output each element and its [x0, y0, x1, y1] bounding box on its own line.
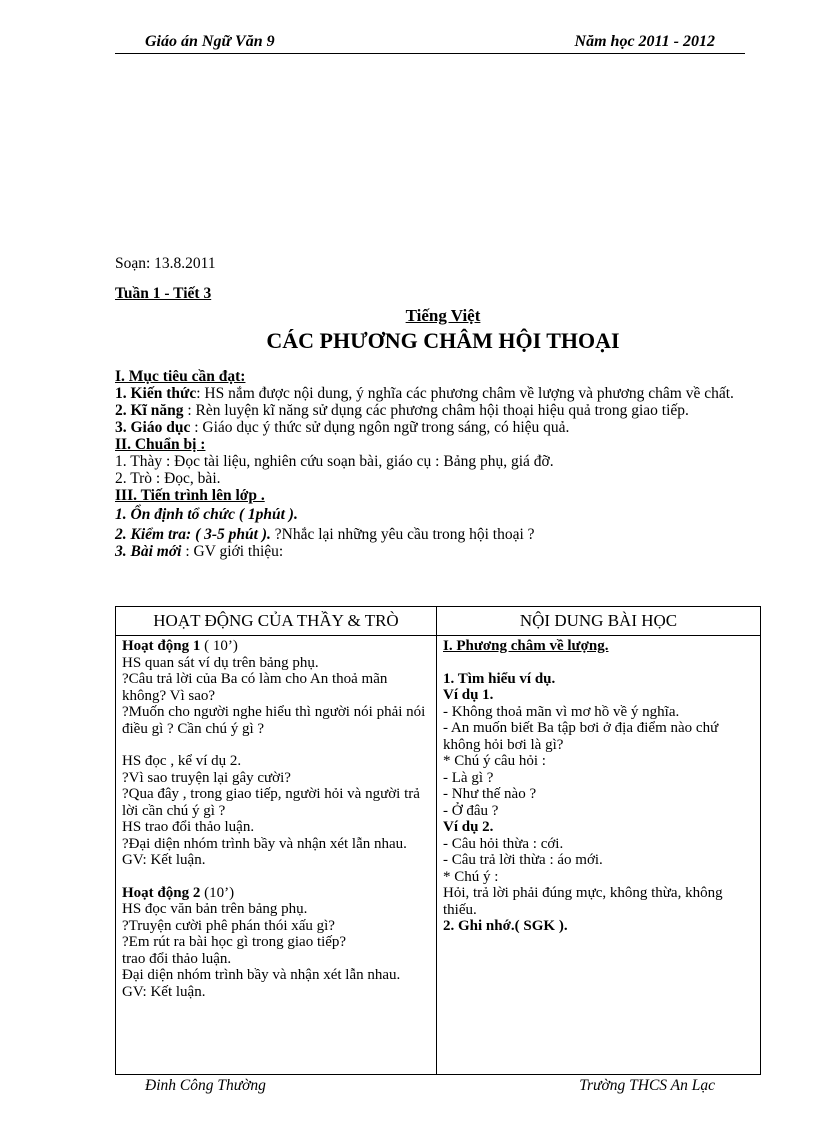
date-line: Soạn: 13.8.2011 — [115, 255, 216, 272]
step-2: 2. Kiểm tra: ( 3-5 phút ). ?Nhắc lại những yêu cầu trong hội thoại ? — [115, 526, 535, 543]
student-prep: 2. Trò : Đọc, bài. — [115, 470, 221, 487]
subject-title: Tiếng Việt — [405, 306, 481, 325]
week-line: Tuần 1 - Tiết 3 — [115, 285, 212, 302]
lesson-table — [115, 606, 761, 1075]
header-right: Năm học 2011 - 2012 — [574, 33, 715, 50]
footer-school: Trường THCS An Lạc — [579, 1077, 715, 1094]
section-heading: III. Tiến trình lên lớp . — [115, 487, 265, 504]
table-header-content: NỘI DUNG BÀI HỌC — [437, 607, 761, 636]
content-cell: I. Phương châm về lượng. 1. Tìm hiểu ví dụ. Ví dụ 1. - Không thoả mãn vì mơ hồ về ý nghĩa. - An muốn biết Ba tập bơi ở địa điểm nào chứ không hỏi bơi là gì? * Chú ý câu hỏi : - Là gì ? - Như thế nào ? - Ở đâu ? Ví dụ 2. - Câu hỏi thừa : cới. - Câu trả lời thừa : áo mới. * Chú ý : Hỏi, trả lời phải đúng mực, không thừa, không thiếu. 2. Ghi nhớ.( SGK ). — [437, 636, 761, 1075]
section-objectives — [115, 368, 775, 560]
activities-cell: Hoạt động 1 ( 10’) HS quan sát ví dụ trên bảng phụ. ?Câu trả lời của Ba có làm cho An thoả mãn không? Vì sao? ?Muốn cho người nghe hiểu thì người nói phải nói điều gì ? Cần chú ý gì ? HS đọc , kể ví dụ 2. ?Vì sao truyện lại gây cười? ?Qua đây , trong giao tiếp, người hỏi và người trả lời cần chú ý gì ? HS trao đổi thảo luận. ?Đại diện nhóm trình bầy và nhận xét lẫn nhau. GV: Kết luận. Hoạt động 2 (10’) HS đọc văn bản trên bảng phụ. ?Truyện cười phê phán thói xấu gì? ?Em rút ra bài học gì trong giao tiếp? trao đổi thảo luận. Đại diện nhóm trình bầy và nhận xét lẫn nhau. GV: Kết luận. — [116, 636, 437, 1075]
page-header — [115, 33, 745, 54]
table-header-activities: HOẠT ĐỘNG CỦA THẦY & TRÒ — [116, 607, 437, 636]
footer-author: Đinh Công Thường — [145, 1077, 266, 1094]
teacher-prep: 1. Thày : Đọc tài liệu, nghiên cứu soạn bài, giáo cụ : Bảng phụ, giá đỡ. — [115, 453, 554, 470]
education-line: 3. Giáo dục : Giáo dục ý thức sử dụng ngôn ngữ trong sáng, có hiệu quả. — [115, 419, 570, 436]
header-left: Giáo án Ngữ Văn 9 — [145, 33, 275, 50]
lesson-title: CÁC PHƯƠNG CHÂM HỘI THOẠI — [266, 328, 620, 353]
page-footer — [115, 1074, 745, 1095]
section-heading: II. Chuẩn bị : — [115, 436, 206, 453]
section-heading: I. Mục tiêu cần đạt: — [115, 368, 246, 385]
step-3: 3. Bài mới : GV giới thiệu: — [115, 543, 284, 560]
step-1: 1. Ổn định tổ chức ( 1phút ). — [115, 506, 298, 523]
knowledge-line: 1. Kiến thức: HS nắm được nội dung, ý nghĩa các phương châm về lượng và phương châm về chất. — [115, 385, 734, 402]
skill-line: 2. Kĩ năng : Rèn luyện kĩ năng sử dụng các phương châm hội thoại hiệu quả trong giao tiếp. — [115, 402, 689, 419]
